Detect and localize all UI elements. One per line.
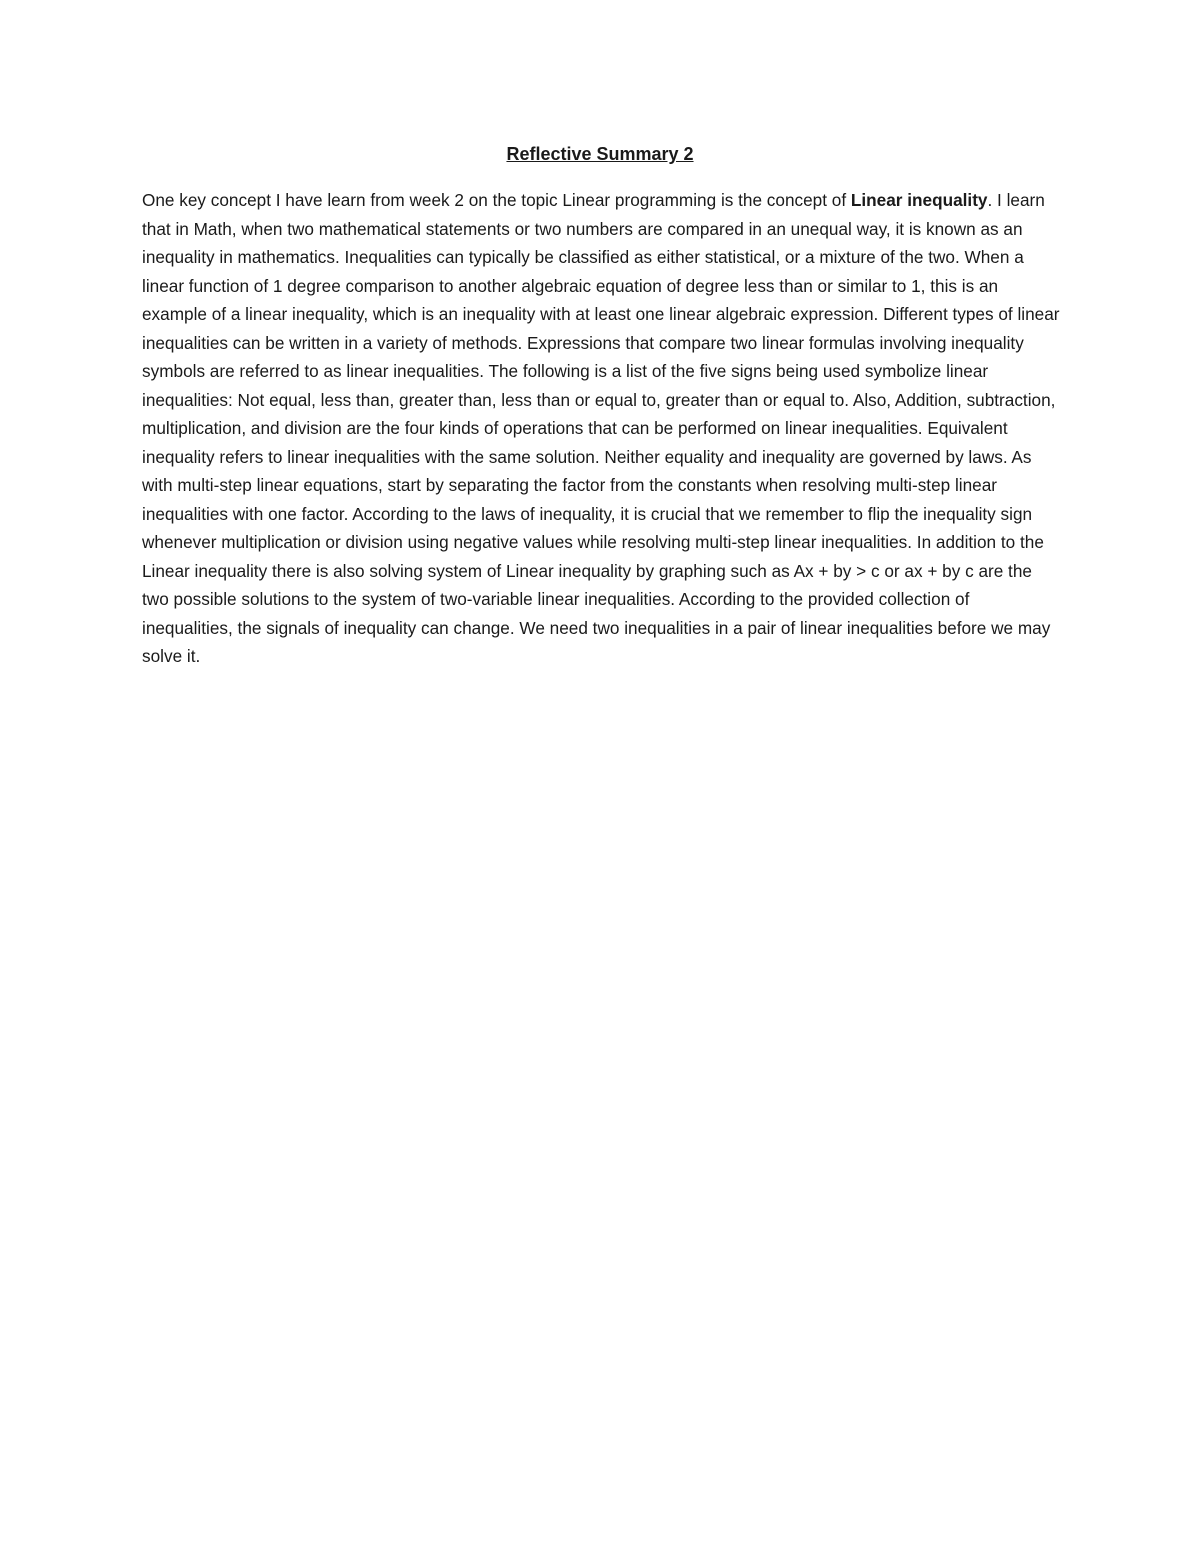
paragraph-bold-term: Linear inequality xyxy=(850,190,988,210)
body-paragraph xyxy=(142,186,1062,671)
document-title: Reflective Summary 2 xyxy=(506,144,694,164)
paragraph-intro: One key concept I have learn from week 2 on the topic Linear programming is the concept of xyxy=(142,190,851,210)
paragraph-body: . I learn that in Math, when two mathematical statements or two numbers are compared in an unequal way, it is known as an inequality in mathematics. Inequalities can typically be classified as either statistical, or a mixture of the two. When a linear function of 1 degree comparison to another algebraic equation of degree less than or similar to 1, this is an example of a linear inequality, which is an inequality with at least one linear algebraic expression. Different types of linear inequalities can be written in a variety of methods. Expressions that compare two linear formulas involving inequality symbols are referred to as linear inequalities. The following is a list of the five signs being used symbolize linear inequalities: Not equal, less than, greater than, less than or equal to, greater than or equal to. Also, Addition, subtraction, multiplication, and division are the four kinds of operations that can be performed on linear inequalities. Equivalent inequality refers to linear inequalities with the same solution. Neither equality and inequality are governed by laws. As with multi-step linear equations, start by separating the factor from the constants when resolving multi-step linear inequalities with one factor. According to the laws of inequality, it is crucial that we remember to flip the inequality sign whenever multiplication or division using negative values while resolving multi-step linear inequalities. In addition to the Linear inequality there is also solving system of Linear inequality by graphing such as Ax + by > c or ax + by c are the two possible solutions to the system of two-variable linear inequalities. According to the provided collection of inequalities, the signals of inequality can change. We need two inequalities in a pair of linear inequalities before we may solve it. xyxy=(142,190,1060,666)
